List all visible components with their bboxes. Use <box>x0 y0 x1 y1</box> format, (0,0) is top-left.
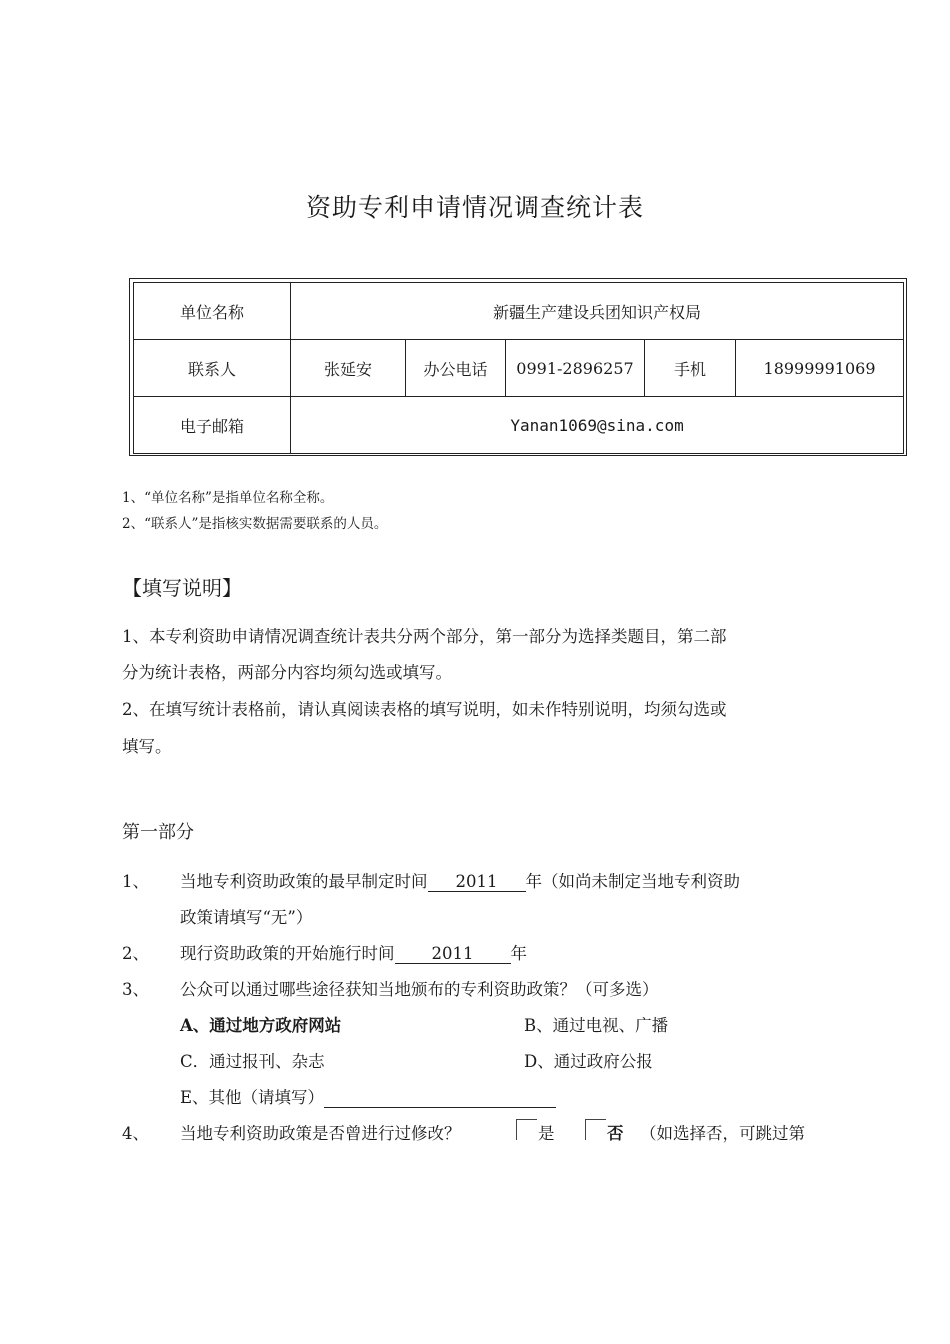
q1-line <box>180 868 740 892</box>
instructions-line-2: 分为统计表格，两部分内容均须勾选或填写。 <box>122 663 452 682</box>
q1-answer-field[interactable]: 2011 <box>428 872 526 892</box>
contact-label: 联系人 <box>134 340 291 397</box>
office-phone-value: 0991-2896257 <box>506 340 645 397</box>
q1-number: 1、 <box>122 872 149 891</box>
note-2: 2、“联系人”是指核实数据需要联系的人员。 <box>122 516 388 532</box>
mobile-value: 18999991069 <box>736 340 904 397</box>
q3-option-e[interactable] <box>180 1084 556 1108</box>
q2-text: 现行资助政策的开始施行时间 <box>180 944 395 963</box>
q3-option-a[interactable]: A、通过地方政府网站 <box>180 1016 342 1035</box>
q3-text: 公众可以通过哪些途径获知当地颁布的专利资助政策？（可多选） <box>180 980 659 999</box>
q3-option-e-label: E、其他（请填写） <box>180 1088 325 1107</box>
info-table <box>129 278 907 456</box>
part1-heading: 第一部分 <box>122 822 194 843</box>
q3-option-c[interactable]: C．通过报刊、杂志 <box>180 1052 325 1071</box>
q2-answer-field[interactable]: 2011 <box>395 944 511 964</box>
q2-number: 2、 <box>122 944 149 963</box>
unit-name-value: 新疆生产建设兵团知识产权局 <box>291 283 904 340</box>
q4-tail: （如选择否，可跳过第 <box>640 1124 805 1143</box>
q3-number: 3、 <box>122 980 149 999</box>
page-title: 资助专利申请情况调查统计表 <box>305 193 644 222</box>
note-1: 1、“单位名称”是指单位名称全称。 <box>122 490 334 506</box>
instructions-line-4: 填写。 <box>122 737 172 756</box>
instructions-heading: 【填写说明】 <box>122 576 242 600</box>
email-label: 电子邮箱 <box>134 397 291 454</box>
q2-text-after: 年 <box>510 944 527 963</box>
unit-name-label: 单位名称 <box>134 283 291 340</box>
q2-line <box>180 940 527 964</box>
q1-text-after: 年（如尚未制定当地专利资助 <box>525 872 740 891</box>
email-value: Yanan1069@sina.com <box>291 397 904 454</box>
q3-option-d[interactable]: D、通过政府公报 <box>524 1052 653 1071</box>
q1-text: 当地专利资助政策的最早制定时间 <box>180 872 428 891</box>
instructions-line-3: 2、在填写统计表格前，请认真阅读表格的填写说明，如未作特别说明，均须勾选或 <box>122 700 727 719</box>
q1-continuation: 政策请填写“无”） <box>180 908 313 927</box>
q3-other-field[interactable] <box>324 1088 556 1108</box>
q4-no-label: 否 <box>607 1124 624 1143</box>
q4-no-checkbox[interactable] <box>585 1119 606 1140</box>
q3-option-b[interactable]: B、通过电视、广播 <box>524 1016 669 1035</box>
q4-text: 当地专利资助政策是否曾进行过修改？ <box>180 1124 461 1143</box>
q4-yes-label: 是 <box>538 1124 555 1143</box>
office-phone-label: 办公电话 <box>406 340 506 397</box>
q4-number: 4、 <box>122 1124 149 1143</box>
instructions-line-1: 1、本专利资助申请情况调查统计表共分两个部分，第一部分为选择类题目，第二部 <box>122 627 727 646</box>
q4-yes-checkbox[interactable] <box>516 1119 537 1140</box>
contact-value: 张延安 <box>291 340 406 397</box>
mobile-label: 手机 <box>645 340 736 397</box>
